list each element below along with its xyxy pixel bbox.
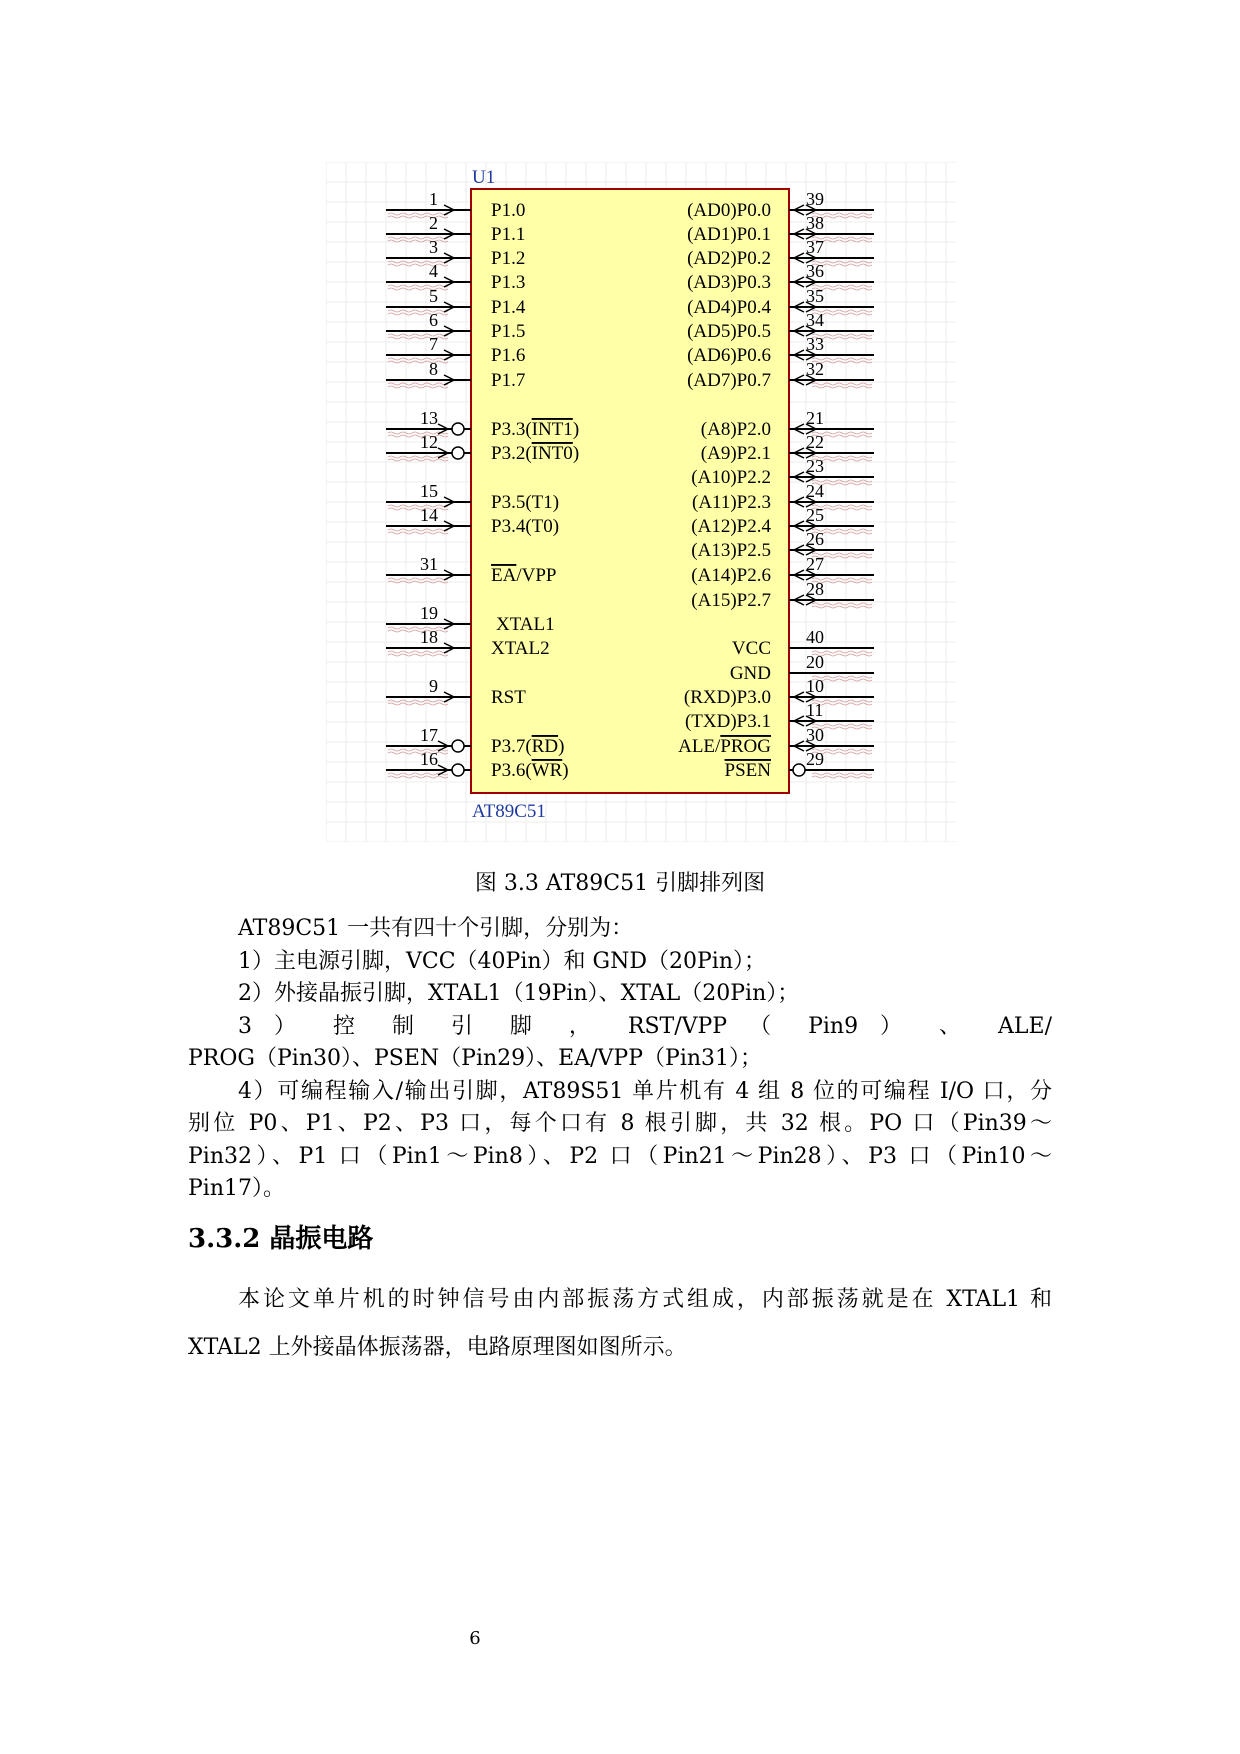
pin-number: 15 <box>420 481 438 501</box>
inversion-bubble-icon <box>793 764 805 776</box>
pin-list-section <box>188 913 1052 1206</box>
figure-caption: 图 3.3 AT89C51 引脚排列图 <box>474 871 766 896</box>
net-hatch <box>388 776 448 778</box>
right-pin-label: (A8)P2.0 <box>700 419 771 440</box>
right-pin-label: ALE/PROG <box>678 736 771 757</box>
left-pin-label: P1.7 <box>491 370 526 391</box>
net-hatch <box>388 358 448 360</box>
net-hatch <box>388 285 448 287</box>
list-item-3-line-2: PROG（Pin30）、PSEN（Pin29）、EA/VPP（Pin31）； <box>188 1046 763 1071</box>
left-pin-label: P1.4 <box>491 297 526 318</box>
right-pin-label: (A14)P2.6 <box>691 565 771 586</box>
list-item-4-line-2: 别位 P0、P1、P2、P3 口，每个口有 8 根引脚，共 32 根。PO 口（Pin39～ <box>188 1111 1052 1136</box>
left-pin-label: P1.5 <box>491 321 526 342</box>
pin-number: 32 <box>806 359 824 379</box>
net-hatch <box>812 776 872 778</box>
right-pin-label: VCC <box>731 638 771 659</box>
net-hatch <box>388 654 448 656</box>
right-pin-label: (AD5)P0.5 <box>687 321 771 342</box>
ref-designator: U1 <box>472 167 496 188</box>
left-pin-label: P1.2 <box>491 248 526 269</box>
list-item-1: 1）主电源引脚，VCC（40Pin）和 GND（20Pin）； <box>238 948 767 974</box>
right-pin-label: (AD7)P0.7 <box>687 370 771 391</box>
pin-number: 17 <box>420 725 438 745</box>
section-para-line-2: XTAL2 上外接晶体振荡器，电路原理图如图所示。 <box>188 1335 687 1360</box>
left-pin-label: P3.2(INT0) <box>491 443 580 464</box>
net-hatch <box>812 606 872 608</box>
pin-number: 31 <box>420 554 438 574</box>
right-pin-label: (A11)P2.3 <box>692 492 771 513</box>
net-hatch <box>812 603 872 605</box>
list-item-4-line-1: 4）可编程输入/输出引脚，AT89S51 单片机有 4 组 8 位的可编程 I/O 口，分 <box>238 1078 1052 1104</box>
right-pin-label: (AD6)P0.6 <box>687 345 771 366</box>
pin-number: 30 <box>806 725 824 745</box>
pin-number: 4 <box>429 261 438 281</box>
pin-number: 9 <box>429 676 438 696</box>
right-pin-label: (A13)P2.5 <box>691 540 771 561</box>
net-hatch <box>388 334 448 336</box>
list-item-2: 2）外接晶振引脚，XTAL1（19Pin）、XTAL（20Pin）； <box>238 981 800 1006</box>
left-pin-label: P1.6 <box>491 345 526 366</box>
pin-number: 11 <box>806 700 824 720</box>
net-hatch <box>388 337 448 339</box>
net-hatch <box>812 773 872 775</box>
pin-number: 20 <box>806 652 824 672</box>
net-hatch <box>388 386 448 388</box>
pin-number: 39 <box>806 189 824 209</box>
pin-number: 34 <box>806 310 824 330</box>
pin-number: 1 <box>429 189 438 209</box>
pin-number: 13 <box>420 408 438 428</box>
pin-number: 7 <box>429 334 438 354</box>
net-hatch <box>388 627 448 629</box>
pin-number: 33 <box>806 334 824 354</box>
list-item-4-line-4: Pin17）。 <box>188 1176 286 1201</box>
pin-number: 16 <box>420 749 438 769</box>
section-para-line-1: 本论文单片机的时钟信号由内部振荡方式组成，内部振荡就是在 XTAL1 和 <box>238 1287 1052 1312</box>
right-pin-label: (A12)P2.4 <box>691 516 771 537</box>
net-hatch <box>388 578 448 580</box>
pin-number: 2 <box>429 213 438 233</box>
right-pin-label: (AD3)P0.3 <box>687 272 771 293</box>
right-pin-label: (TXD)P3.1 <box>684 711 771 732</box>
net-hatch <box>388 459 448 461</box>
pin-number: 37 <box>806 237 824 257</box>
net-hatch <box>388 288 448 290</box>
net-hatch <box>388 508 448 510</box>
section-heading: 3.3.2 晶振电路 <box>188 1224 374 1254</box>
pin-number: 14 <box>420 505 438 525</box>
right-pin-label: (A9)P2.1 <box>700 443 771 464</box>
net-hatch <box>388 216 448 218</box>
right-pin-label: (A15)P2.7 <box>691 590 771 611</box>
list-item-4-line-3: Pin32）、P1 口（Pin1～Pin8）、P2 口（Pin21～Pin28）、P3 口（Pin10～ <box>188 1143 1052 1169</box>
pin-number: 29 <box>806 749 824 769</box>
inversion-bubble-icon <box>452 764 464 776</box>
left-pin-label: EA/VPP <box>491 565 557 586</box>
left-pin-label: XTAL2 <box>491 638 550 659</box>
right-pin-label: (A10)P2.2 <box>691 467 771 488</box>
inversion-bubble-icon <box>452 423 464 435</box>
right-pin-label: (RXD)P3.0 <box>683 687 771 708</box>
right-pin-label: (AD1)P0.1 <box>687 224 771 245</box>
pin-number: 36 <box>806 261 824 281</box>
left-pin-label: P1.3 <box>491 272 526 293</box>
left-pin-label: P3.7(RD) <box>491 736 565 757</box>
inversion-bubble-icon <box>452 740 464 752</box>
pin-number: 35 <box>806 286 824 306</box>
net-hatch <box>388 529 448 531</box>
inversion-bubble-icon <box>452 447 464 459</box>
net-hatch <box>388 752 448 754</box>
left-pin-label: RST <box>491 687 526 708</box>
right-pin-label: PSEN <box>724 760 771 781</box>
pin-number: 8 <box>429 359 438 379</box>
net-hatch <box>812 383 872 385</box>
pin-number: 40 <box>806 627 824 647</box>
net-hatch <box>812 386 872 388</box>
left-pin-label: P3.4(T0) <box>491 516 560 537</box>
net-hatch <box>388 630 448 632</box>
pin-number: 10 <box>806 676 824 696</box>
net-hatch <box>388 505 448 507</box>
net-hatch <box>388 237 448 239</box>
pin-number: 27 <box>806 554 824 574</box>
net-hatch <box>388 264 448 266</box>
pin-number: 19 <box>420 603 438 623</box>
left-pin-label: P3.3(INT1) <box>491 419 580 440</box>
left-pin-label: XTAL1 <box>496 614 555 635</box>
section-paragraph <box>188 1276 1052 1372</box>
pin-number: 12 <box>420 432 438 452</box>
intro-line: AT89C51 一共有四十个引脚，分别为： <box>238 916 634 941</box>
left-pin-label: P3.6(WR) <box>491 760 569 781</box>
net-hatch <box>388 703 448 705</box>
at89c51-pinout-figure <box>326 162 956 842</box>
pin-number: 3 <box>429 237 438 257</box>
pin-number: 24 <box>806 481 824 501</box>
pin-number: 38 <box>806 213 824 233</box>
net-hatch <box>388 435 448 437</box>
pin-number: 18 <box>420 627 438 647</box>
right-pin-label: GND <box>729 663 771 684</box>
left-pin-label: P1.0 <box>491 200 526 221</box>
pin-number: 23 <box>806 456 824 476</box>
pin-number: 5 <box>429 286 438 306</box>
pin-number: 6 <box>429 310 438 330</box>
right-pin-label: (AD4)P0.4 <box>687 297 771 318</box>
net-hatch <box>388 313 448 315</box>
page-number: 6 <box>469 1628 481 1649</box>
left-pin-label: P3.5(T1) <box>491 492 560 513</box>
net-hatch <box>388 310 448 312</box>
net-hatch <box>388 383 448 385</box>
net-hatch <box>388 213 448 215</box>
pin-number: 22 <box>806 432 824 452</box>
pin-number: 28 <box>806 579 824 599</box>
pin-number: 21 <box>806 408 824 428</box>
pin-number: 26 <box>806 529 824 549</box>
list-item-3-line-1: 3 ） 控 制 引 脚 ， RST/VPP （ Pin9 ） 、 ALE/ <box>238 1013 1052 1039</box>
net-hatch <box>388 532 448 534</box>
net-hatch <box>388 651 448 653</box>
right-pin-label: (AD0)P0.0 <box>687 200 771 221</box>
left-pin-label: P1.1 <box>491 224 526 245</box>
pin-number: 25 <box>806 505 824 525</box>
right-pin-label: (AD2)P0.2 <box>687 248 771 269</box>
part-name: AT89C51 <box>472 801 546 822</box>
